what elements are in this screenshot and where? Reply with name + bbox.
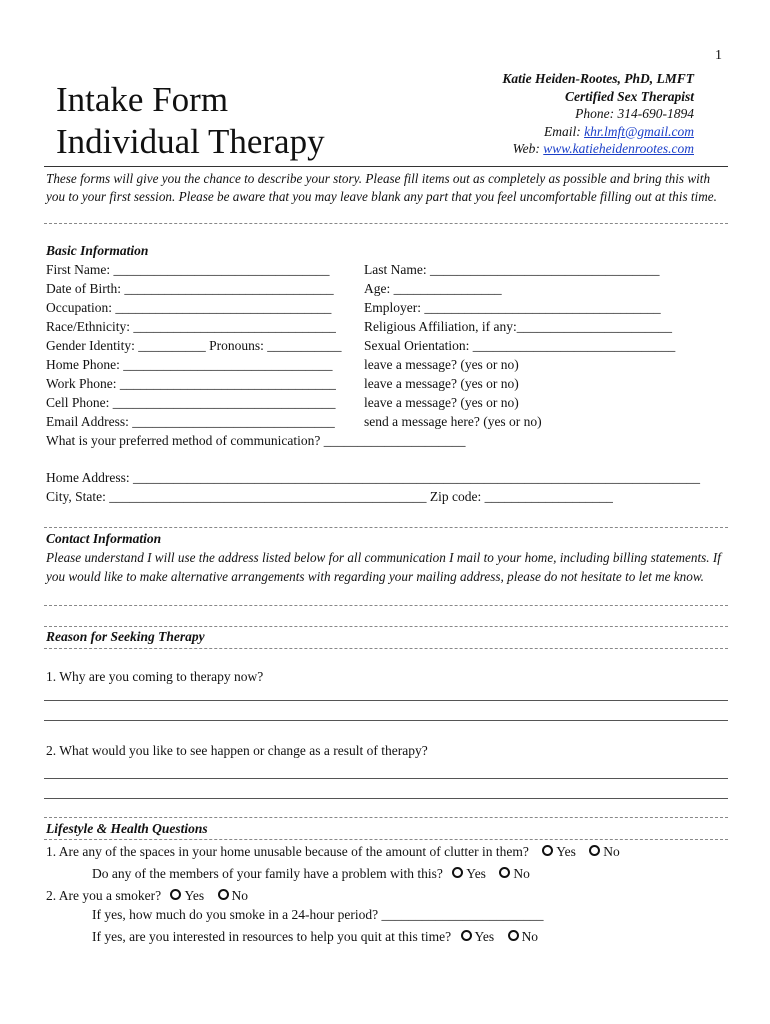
web-link[interactable]: www.katieheidenrootes.com bbox=[543, 141, 694, 156]
clutter-yes-option[interactable] bbox=[542, 844, 576, 859]
yes-label: Yes bbox=[466, 866, 486, 881]
radio-circle-icon bbox=[589, 845, 600, 856]
contact-info-heading: Contact Information bbox=[46, 531, 162, 546]
provider-email-line bbox=[502, 123, 694, 141]
employer-field[interactable]: Employer: ___________________________________ bbox=[364, 300, 661, 315]
email-label: Email: bbox=[543, 123, 585, 139]
home-phone-field[interactable]: Home Phone: _______________________________ bbox=[46, 357, 333, 372]
header-divider bbox=[44, 166, 728, 167]
smoker-question-text: 2. Are you a smoker? bbox=[46, 888, 162, 903]
radio-circle-icon bbox=[499, 867, 510, 878]
age-field[interactable]: Age: ________________ bbox=[364, 281, 502, 296]
lifestyle-question-2b bbox=[92, 929, 538, 945]
lifestyle-heading: Lifestyle & Health Questions bbox=[46, 821, 208, 836]
sexual-orientation-field[interactable]: Sexual Orientation: ______________________________ bbox=[364, 338, 676, 353]
family-problem-no-option[interactable] bbox=[499, 866, 530, 881]
provider-role: Certified Sex Therapist bbox=[565, 88, 694, 104]
radio-circle-icon bbox=[508, 930, 519, 941]
gender-pronouns-field[interactable]: Gender Identity: __________ Pronouns: ___________ bbox=[46, 338, 342, 353]
yes-label: Yes bbox=[184, 888, 205, 903]
reason-answer-1-line-1[interactable] bbox=[44, 700, 728, 701]
contact-info-text: Please understand I will use the address listed below for all communication I mail to your home, including billing statements. If you would like to make alternative arrangements with regarding your mailing address, please do not hesitate to let me know. bbox=[46, 550, 721, 584]
form-title-line2: Individual Therapy bbox=[56, 122, 325, 161]
quit-resources-question-text: If yes, are you interested in resources to help you quit at this time? bbox=[92, 929, 452, 944]
quit-resources-no-option[interactable] bbox=[508, 929, 539, 944]
cell-phone-field[interactable]: Cell Phone: _________________________________ bbox=[46, 395, 336, 410]
work-phone-field[interactable]: Work Phone: ________________________________ bbox=[46, 376, 336, 391]
radio-circle-icon bbox=[542, 845, 553, 856]
reason-divider-top bbox=[44, 626, 728, 627]
radio-circle-icon bbox=[170, 889, 181, 900]
lifestyle-divider-bottom bbox=[44, 839, 728, 840]
yes-label: Yes bbox=[474, 929, 495, 944]
smoker-no-option[interactable] bbox=[218, 888, 249, 903]
provider-phone: Phone: 314-690-1894 bbox=[575, 106, 694, 121]
city-state-zip-field[interactable]: City, State: _______________________________________________ Zip code: ___________________ bbox=[46, 489, 613, 504]
lifestyle-question-1 bbox=[46, 844, 620, 860]
reason-answer-2-line-2[interactable] bbox=[44, 798, 728, 799]
religious-affiliation-field[interactable]: Religious Affiliation, if any:_______________________ bbox=[364, 319, 672, 334]
no-label: No bbox=[603, 844, 620, 859]
reason-answer-1-line-2[interactable] bbox=[44, 720, 728, 721]
radio-circle-icon bbox=[461, 930, 472, 941]
email-message-option[interactable]: send a message here? (yes or no) bbox=[364, 414, 542, 429]
provider-contact-block bbox=[502, 70, 694, 158]
family-problem-question-text: Do any of the members of your family have a problem with this? bbox=[92, 866, 443, 881]
intro-divider bbox=[44, 223, 728, 224]
dob-field[interactable]: Date of Birth: _______________________________ bbox=[46, 281, 334, 296]
occupation-field[interactable]: Occupation: ________________________________ bbox=[46, 300, 332, 315]
reason-answer-2-line-1[interactable] bbox=[44, 778, 728, 779]
cell-phone-message-option[interactable]: leave a message? (yes or no) bbox=[364, 395, 519, 410]
provider-web-line bbox=[502, 140, 694, 158]
clutter-no-option[interactable] bbox=[589, 844, 620, 859]
reason-heading: Reason for Seeking Therapy bbox=[46, 629, 205, 644]
page-number: 1 bbox=[715, 48, 722, 63]
reason-divider-bottom bbox=[44, 648, 728, 649]
lifestyle-divider-top bbox=[44, 817, 728, 818]
race-ethnicity-field[interactable]: Race/Ethnicity: ______________________________ bbox=[46, 319, 336, 334]
reason-question-1: 1. Why are you coming to therapy now? bbox=[46, 669, 264, 684]
preferred-communication-field[interactable]: What is your preferred method of communication? _____________________ bbox=[46, 433, 466, 448]
no-label: No bbox=[231, 888, 248, 903]
web-label: Web: bbox=[512, 141, 544, 156]
clutter-question-text: 1. Are any of the spaces in your home unusable because of the amount of clutter in them? bbox=[46, 844, 529, 859]
family-problem-yes-option[interactable] bbox=[452, 866, 486, 881]
first-name-field[interactable]: First Name: ________________________________ bbox=[46, 262, 330, 277]
yes-label: Yes bbox=[556, 844, 576, 859]
no-label: No bbox=[521, 929, 539, 944]
no-label: No bbox=[513, 866, 530, 881]
email-link[interactable]: khr.lmft@gmail.com bbox=[584, 123, 694, 139]
lifestyle-question-2 bbox=[46, 888, 248, 904]
home-address-field[interactable]: Home Address: ____________________________________________________________________________________ bbox=[46, 470, 700, 485]
email-address-field[interactable]: Email Address: ______________________________ bbox=[46, 414, 335, 429]
intro-text: These forms will give you the chance to describe your story. Please fill items out as completely as possible and bring this with you to your first session. Please be aware that you may leave blank any part that you feel uncomfortable filling out at this time. bbox=[46, 171, 717, 204]
radio-circle-icon bbox=[452, 867, 463, 878]
last-name-field[interactable]: Last Name: __________________________________ bbox=[364, 262, 660, 277]
reason-question-2: 2. What would you like to see happen or change as a result of therapy? bbox=[46, 743, 428, 758]
work-phone-message-option[interactable]: leave a message? (yes or no) bbox=[364, 376, 519, 391]
smoking-amount-field[interactable]: If yes, how much do you smoke in a 24-hour period? ________________________ bbox=[92, 907, 544, 922]
lifestyle-question-1b bbox=[92, 866, 530, 882]
smoker-yes-option[interactable] bbox=[170, 888, 204, 903]
basic-info-heading: Basic Information bbox=[46, 243, 149, 258]
contact-divider-bottom bbox=[44, 605, 728, 606]
home-phone-message-option[interactable]: leave a message? (yes or no) bbox=[364, 357, 519, 372]
contact-divider-top bbox=[44, 527, 728, 528]
quit-resources-yes-option[interactable] bbox=[461, 929, 495, 944]
provider-name: Katie Heiden-Rootes, PhD, LMFT bbox=[502, 71, 694, 86]
form-title-line1: Intake Form bbox=[56, 80, 229, 119]
radio-circle-icon bbox=[218, 889, 229, 900]
